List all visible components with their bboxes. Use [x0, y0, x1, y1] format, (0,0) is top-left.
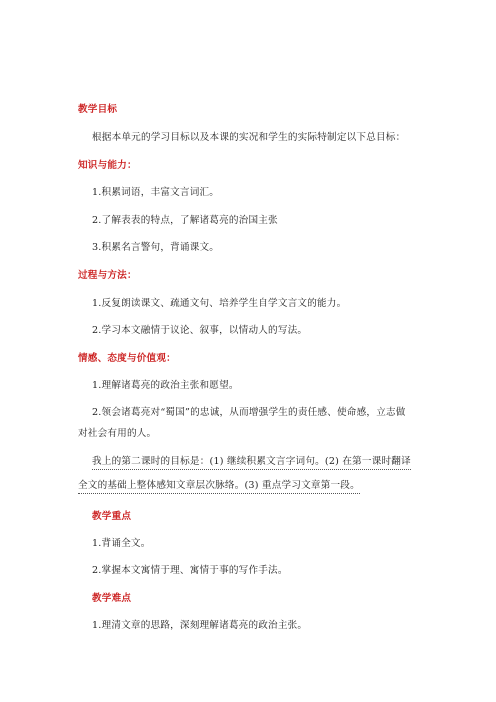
emotion-item-2-cont: 对社会有用的人。	[78, 428, 157, 439]
process-item-1: 1.反复朗读课文、疏通文句、培养学生自学文言文的能力。	[92, 298, 347, 309]
knowledge-item-2: 2.了解表表的特点，了解诸葛亮的治国主张	[92, 215, 278, 226]
process-item-2: 2.学习本文融情于议论、叙事，以情动人的写法。	[92, 325, 308, 336]
difficulty-1: 1.理清文章的思路，深刻理解诸葛亮的政治主张。	[92, 620, 308, 631]
process-heading: 过程与方法：	[78, 270, 137, 281]
key-point-1: 1.背诵全文。	[92, 538, 151, 549]
teaching-goals-heading: 教学目标	[78, 104, 118, 115]
second-lesson-line-2: 全文的基础上整体感知文章层次脉络。(3) 重点学习文章第一段。	[78, 479, 360, 494]
knowledge-heading: 知识与能力：	[78, 160, 137, 171]
key-points-heading: 教学重点	[92, 511, 132, 522]
emotion-item-2: 2.领会诸葛亮对“蜀国”的忠诚，从而增强学生的责任感、使命感，立志做	[92, 407, 406, 418]
knowledge-item-1: 1.积累词语，丰富文言词汇。	[92, 187, 220, 198]
emotion-item-1: 1.理解诸葛亮的政治主张和愿望。	[92, 380, 239, 391]
emotion-heading: 情感、态度与价值观：	[78, 353, 176, 364]
key-point-2: 2.掌握本文寓情于理、寓情于事的写作手法。	[92, 565, 288, 576]
knowledge-item-3: 3.积累名言警句，背诵课文。	[92, 242, 220, 253]
difficulties-heading: 教学难点	[92, 593, 132, 604]
second-lesson-line-1: 我上的第二课时的目标是：(1) 继续积累文言字词句。(2) 在第一课时翻译	[92, 455, 411, 470]
goals-intro: 根据本单元的学习目标以及本课的实况和学生的实际特制定以下总目标：	[92, 132, 406, 143]
